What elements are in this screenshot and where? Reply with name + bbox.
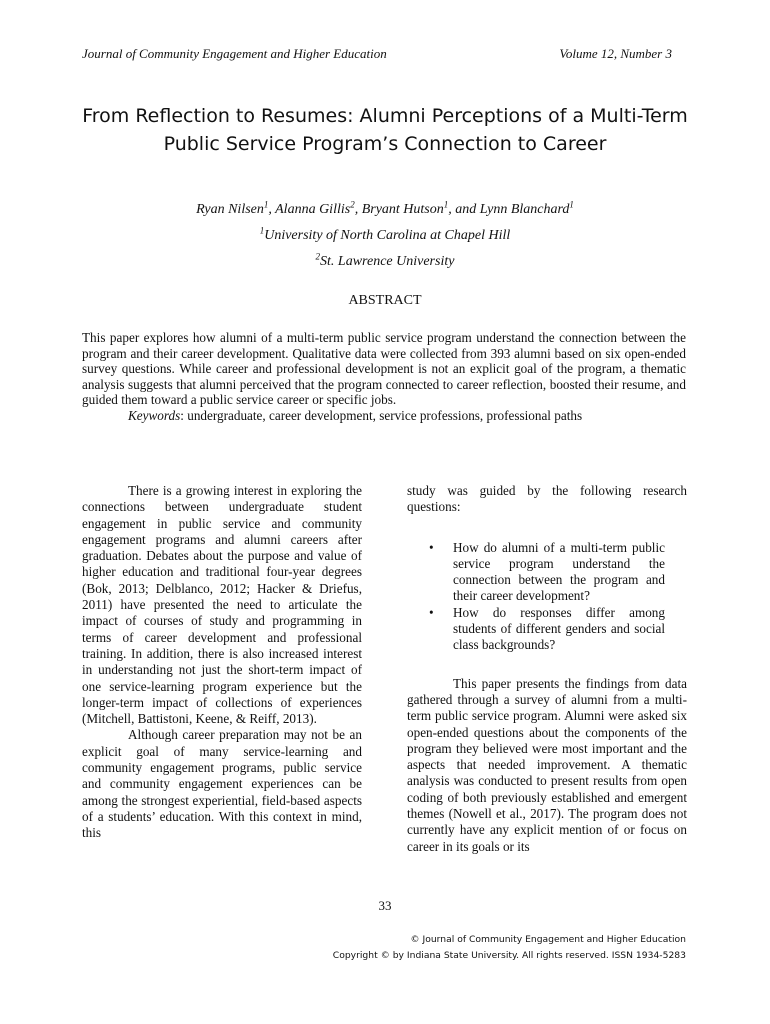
author-name: , Bryant Hutson <box>354 202 444 217</box>
research-question: How do responses differ among students of different genders and social class backgrounds? <box>453 604 665 653</box>
author-name: , and Lynn Blanchard <box>448 202 570 217</box>
affiliation-marker: 1 <box>569 199 574 210</box>
page-number: 33 <box>378 898 392 913</box>
running-head <box>82 46 672 62</box>
author-name: , Alanna Gillis <box>268 202 351 217</box>
affiliation-name: St. Lawrence University <box>320 254 455 269</box>
left-column <box>82 483 362 842</box>
body-paragraph: There is a growing interest in exploring the connections between undergraduate student engagement in public service and community engagement programs and alumni careers after graduation. Debates about the purpose and value of higher education and traditional four-year degrees (Bok, 2013; Delblanco, 2012; Hacker & Driefus, 2011) have presented the need to articulate the impact of courses of study and programming in terms of career development and professional training. In addition, there is also increased interest in understanding not just the short-term impact of one service-learning program experience but the longer-term impact of collections of experiences (Mitchell, Battistoni, Keene, & Reiff, 2013). <box>82 483 362 727</box>
title-line-1: From Reflection to Resumes: Alumni Perceptions of a Multi-Term <box>82 105 688 127</box>
affiliation-2 <box>60 249 710 275</box>
keywords-list: : undergraduate, career development, service professions, professional paths <box>180 407 583 423</box>
paper-title <box>60 102 710 158</box>
affiliation-marker: 2 <box>315 251 321 262</box>
research-questions-list <box>407 540 687 654</box>
affiliation-marker: 2 <box>350 199 355 210</box>
list-item <box>407 605 665 654</box>
author-list <box>60 197 710 223</box>
affiliation-1 <box>60 223 710 249</box>
title-line-2: Public Service Program’s Connection to Career <box>163 133 607 155</box>
body-paragraph: study was guided by the following research questions: <box>407 483 687 515</box>
list-item <box>407 540 665 605</box>
footer-line: © Journal of Community Engagement and Higher Education <box>410 934 686 945</box>
abstract-text: This paper explores how alumni of a multi-term public service program understand the connection between the program and their career development. Qualitative data were collected from 393 alumni based on six open-ended survey questions. While career and professional development is not an explicit goal of the program, a thematic analysis suggests that alumni perceived that the program connected to career reflection, boosted their resume, and guided them toward a public service career or specific jobs. <box>82 330 686 408</box>
keywords-label: Keywords <box>128 407 181 423</box>
abstract-heading: ABSTRACT <box>348 293 422 308</box>
copyright-footer <box>333 932 686 964</box>
affiliation-marker: 1 <box>259 225 265 236</box>
affiliation-name: University of North Carolina at Chapel Hill <box>264 228 511 243</box>
volume-number: Volume 12, Number 3 <box>559 46 672 61</box>
keywords <box>82 408 686 424</box>
bullet-icon: • <box>429 539 434 555</box>
research-question: How do alumni of a multi-term public service program understand the connection between the program and their career development? <box>453 539 665 604</box>
author-block <box>60 197 710 275</box>
body-paragraph: Although career preparation may not be an explicit goal of many service-learning and community engagement programs, public service and community engagement experiences can be among the strongest experiential, field-based aspects of a students’ education. With this context in mind, this <box>82 727 362 841</box>
abstract <box>82 330 686 424</box>
body-paragraph: This paper presents the findings from data gathered through a survey of alumni from a multi-term public service program. Alumni were asked six open-ended questions about the components of the program they believed were most important and the aspects that needed improvement. A thematic analysis was conducted to present results from open coding of both previously established and emergent themes (Nowell et al., 2017). The program does not currently have any explicit mention of or focus on career in its goals or its <box>407 675 687 854</box>
author-name: Ryan Nilsen <box>196 202 264 217</box>
affiliation-marker: 1 <box>263 199 269 210</box>
right-column <box>407 483 687 855</box>
journal-name: Journal of Community Engagement and Higher Education <box>82 46 387 61</box>
footer-line: Copyright © by Indiana State University. All rights reserved. ISSN 1934-5283 <box>332 950 686 961</box>
affiliation-marker: 1 <box>443 199 449 210</box>
bullet-icon: • <box>429 604 434 620</box>
